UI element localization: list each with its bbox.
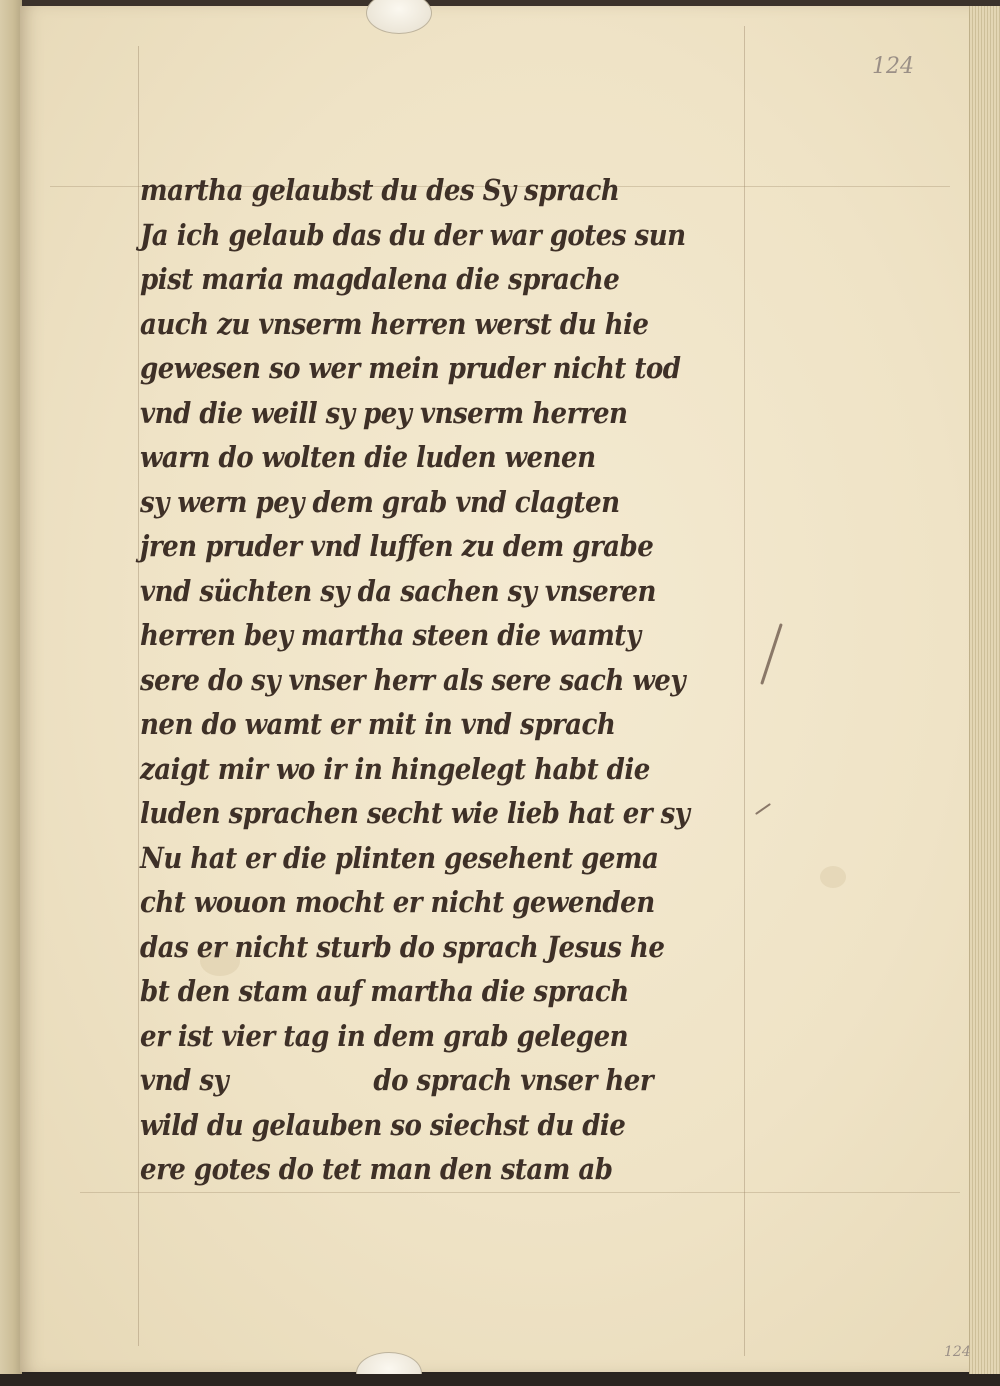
manuscript-line: martha gelaubst du des Sy sprach bbox=[140, 173, 620, 207]
manuscript-line: luden sprachen secht wie lieb hat er sy bbox=[140, 796, 690, 830]
manuscript-line: Nu hat er die plinten gesehent gema bbox=[140, 840, 659, 875]
folio-number-bottom: 124 bbox=[944, 1344, 971, 1360]
ruling-line-bottom bbox=[80, 1192, 960, 1193]
manuscript-line: cht wouon mocht er nicht gewenden bbox=[140, 885, 655, 919]
manuscript-line: warn do wolten die luden wenen bbox=[140, 440, 596, 474]
left-page-edge bbox=[0, 0, 22, 1386]
paper-stain bbox=[820, 866, 846, 888]
right-page-edges bbox=[969, 6, 1000, 1376]
manuscript-line: vnd süchten sy da sachen sy vnseren bbox=[140, 573, 656, 608]
manuscript-line: vnd sy do sprach vnser her bbox=[140, 1063, 654, 1097]
ruling-line-left bbox=[138, 46, 139, 1346]
manuscript-line: jren pruder vnd luffen zu dem grabe bbox=[140, 529, 654, 563]
manuscript-line: sere do sy vnser herr als sere sach wey bbox=[140, 662, 685, 697]
manuscript-line: pist maria magdalena die sprache bbox=[140, 262, 620, 296]
manuscript-line: er ist vier tag in dem grab gelegen bbox=[140, 1018, 629, 1053]
manuscript-line: herren bey martha steen die wamty bbox=[140, 618, 641, 652]
manuscript-line: das er nicht sturb do sprach Jesus he bbox=[140, 929, 665, 964]
manuscript-line: Ja ich gelaub das du der war gotes sun bbox=[140, 217, 686, 252]
manuscript-line: gewesen so wer mein pruder nicht tod bbox=[140, 351, 681, 385]
manuscript-line: bt den stam auf martha die sprach bbox=[140, 974, 629, 1008]
manuscript-line: nen do wamt er mit in vnd sprach bbox=[140, 707, 616, 741]
manuscript-text-block bbox=[140, 168, 780, 1192]
manuscript-line: wild du gelauben so siechst du die bbox=[140, 1107, 626, 1142]
manuscript-line: sy wern pey dem grab vnd clagten bbox=[140, 484, 620, 519]
manuscript-line: ere gotes do tet man den stam ab bbox=[140, 1152, 613, 1186]
folio-number-top: 124 bbox=[872, 54, 914, 79]
manuscript-line: vnd die weill sy pey vnserm herren bbox=[140, 395, 628, 430]
manuscript-line: auch zu vnserm herren werst du hie bbox=[140, 306, 649, 341]
scan-bottom-border bbox=[0, 1374, 1000, 1386]
manuscript-line: zaigt mir wo ir in hingelegt habt die bbox=[140, 751, 650, 786]
